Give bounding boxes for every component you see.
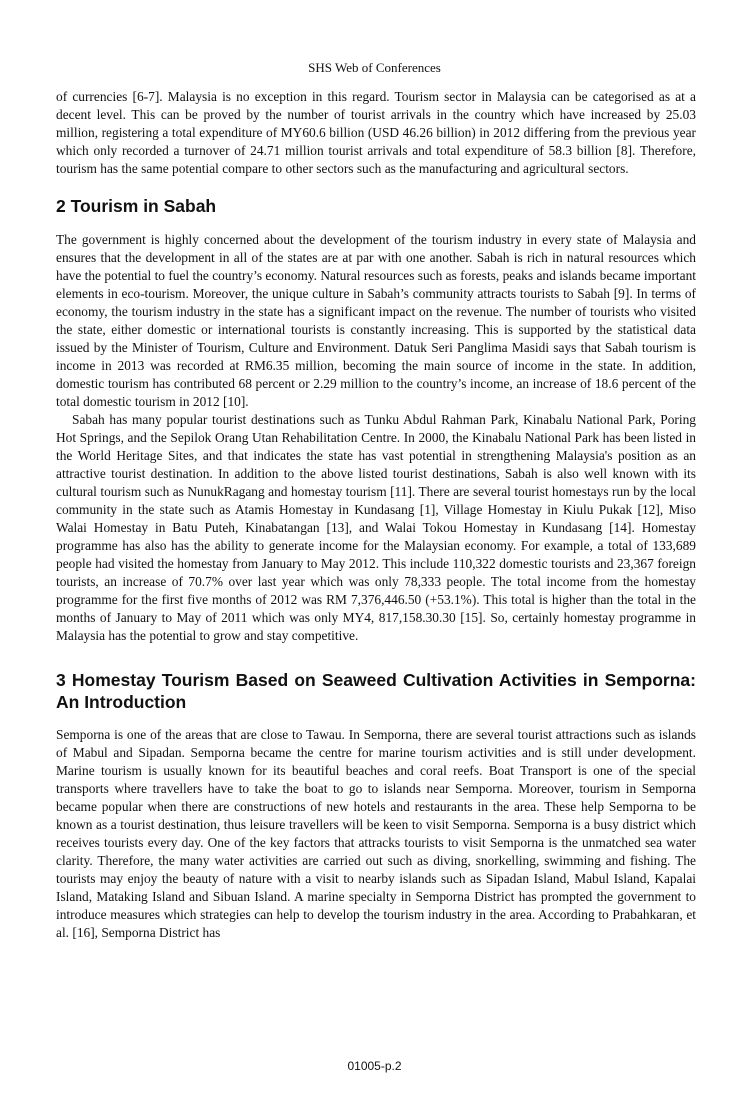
paragraph-sabah-1: The government is highly concerned about the development of the tourism industry in every state of Malaysia and ensures that the development in all of the states are at par with one another. Sabah is rich in natural resources which have the potential to fuel the country’s economy. Natural resources such as forests, peaks and islands became important elements in eco-tourism. Moreover, the unique culture in Sabah’s community attracts tourists to Sabah [9]. In terms of economy, the tourism industry in the state has a significant impact on the revenue. The number of tourists who visited the state, either domestic or international tourists is constantly increasing. This is supported by the statistical data issued by the Minister of Tourism, Culture and Environment. Datuk Seri Panglima Masidi says that Sabah tourism is income in 2013 was recorded at RM6.35 million, becoming the main source of income in the state. In addition, domestic tourism has contributed 68 percent or 2.29 million to the country’s income, an increase of 18.6 percent of the total domestic tourism in 2012 [10]. xyxy=(56,232,696,409)
page-number: 01005-p.2 xyxy=(347,1059,402,1073)
section-heading-homestay-semporna: 3 Homestay Tourism Based on Seaweed Cultivation Activities in Semporna: An Introduction xyxy=(56,670,696,712)
paragraph-sabah-2: Sabah has many popular tourist destinations such as Tunku Abdul Rahman Park, Kinabalu National Park, Poring Hot Springs, and the Sepilok Orang Utan Rehabilitation Centre. In 2000, the Kinabalu National Park has been listed in the World Heritage Sites, and that indicates the state has vast potential in strengthening Malaysia's position as an attractive tourist destination. In addition to the above listed tourist destinations, Sabah is also well known with its cultural tourism such as NunukRagang and homestay tourism [11]. There are several tourist homestays run by the local community in the state such as Atamis Homestay in Kundasang [1], Village Homestay in Kiulu Pukak [12], Miso Walai Homestay in Batu Puteh, Kinabatangan [13], and Walai Tokou Homestay in Kundasang [14]. Homestay programme has also has the ability to generate income for the Malaysian economy. For example, a total of 133,689 people had visited the homestay from January to May 2012. This include 110,322 domestic tourists and 23,367 foreign tourists, an increase of 70.7% over last year which was only 78,333 people. The total income from the homestay programme for the first five months of 2012 was RM 7,376,446.50 (+53.1%). This total is higher than the total in the months of January to May of 2011 which was only MY4, 817,158.30.30 [15]. So, certainly homestay programme in Malaysia has the potential to grow and stay competitive. xyxy=(56,412,696,643)
paragraph-intro: of currencies [6-7]. Malaysia is no exception in this regard. Tourism sector in Malaysia can be categorised as at a decent level. This can be proved by the number of tourist arrivals in the country which have increased by 25.03 million, registering a total expenditure of MY60.6 billion (USD 46.26 billion) in 2012 differing from the previous year which only recorded a turnover of 24.71 million tourist arrivals and total expenditure of 58.3 billion [8]. Therefore, tourism has the same potential compare to other sectors such as the manufacturing and agricultural sectors. xyxy=(56,89,696,176)
article-body xyxy=(56,88,696,942)
section-heading-tourism-in-sabah: 2 Tourism in Sabah xyxy=(56,196,217,216)
running-header: SHS Web of Conferences xyxy=(308,60,441,75)
paragraph-semporna-1: Semporna is one of the areas that are close to Tawau. In Semporna, there are several tourist attractions such as islands of Mabul and Sipadan. Semporna became the centre for marine tourism activities and is still under development. Marine tourism is usually known for its beautiful beaches and coral reefs. Boat Transport is one of the special transports where travellers have to take the boat to go to islands near Semporna. Moreover, tourism in Semporna became popular when there are constructions of new hotels and restaurants in the area. These help Semporna to be known as a tourist destination, thus leisure travellers will be keen to visit Semporna. Semporna is a busy district which receives tourists every day. One of the key factors that attracks tourists to visit Semporna is the unmatched sea water clarity. Therefore, the many water activities are carried out such as diving, snorkelling, swimming and fishing. The tourists may enjoy the beauty of nature with a visit to nearby islands such as Sipadan Island, Mabul Island, Kapalai Island, Mataking Island and Sibuan Island. A marine specialty in Semporna District has prompted the government to introduce measures which strategies can help to develop the tourism industry in the area. According to Prabahkaran, et al. [16], Semporna District has xyxy=(56,727,696,940)
